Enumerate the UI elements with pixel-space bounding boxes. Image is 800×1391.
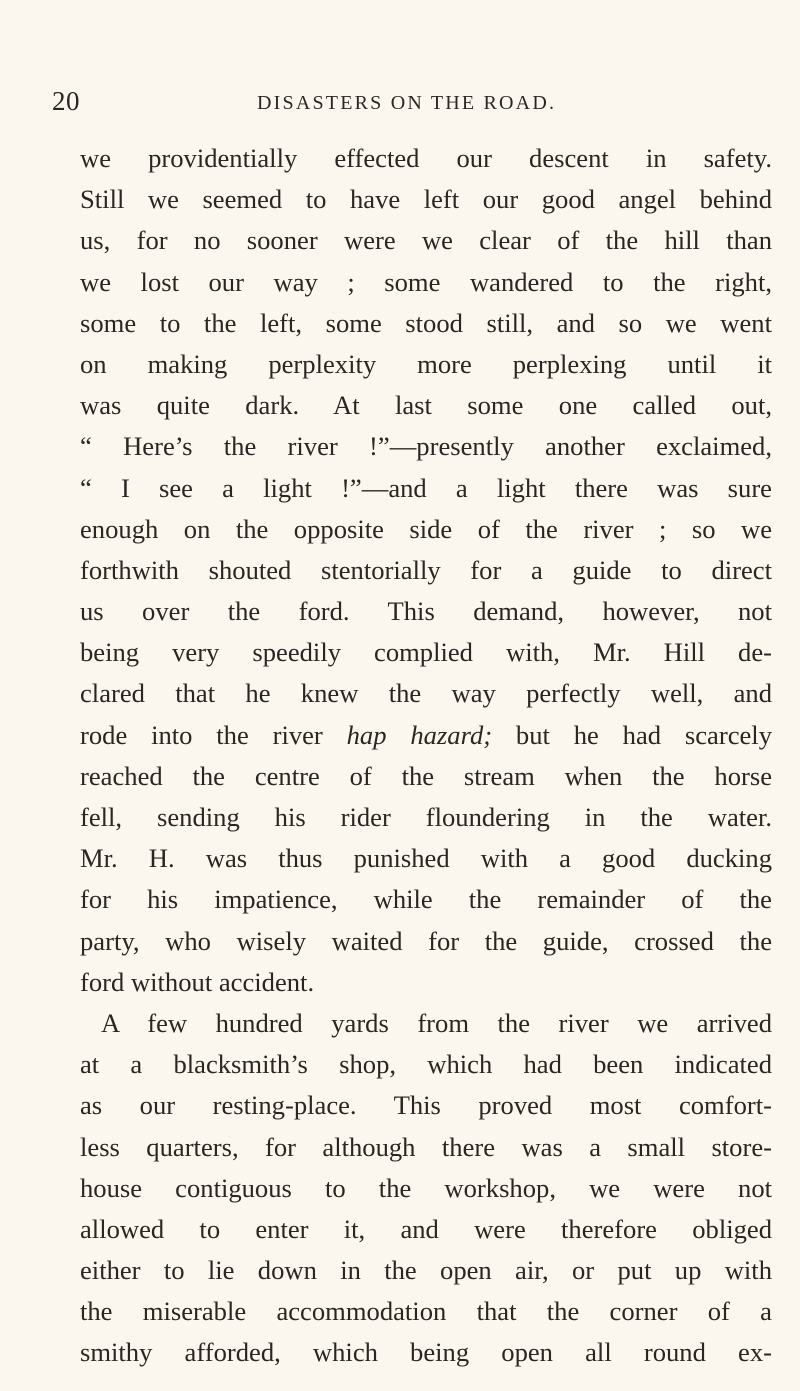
text-line: was quite dark. At last some one called out, — [80, 390, 772, 421]
text-line — [80, 715, 772, 756]
text-line: us, for no sooner were we clear of the hill than — [80, 225, 772, 256]
text-line: Mr. H. was thus punished with a good ducking — [80, 843, 772, 874]
text-line: some to the left, some stood still, and so we went — [80, 307, 772, 338]
text-line: reached the centre of the stream when the horse — [80, 760, 772, 791]
running-head: DISASTERS ON THE ROAD. — [257, 92, 557, 114]
body-text — [80, 138, 772, 1374]
text-segment: but he had scarcely — [492, 719, 772, 750]
text-line: A few hundred yards from the river we arrived — [101, 1007, 772, 1038]
text-line: party, who wisely waited for the guide, crossed the — [80, 925, 772, 956]
text-segment: rode into the river — [80, 719, 347, 750]
italic-phrase: hap hazard; — [346, 719, 493, 750]
text-line: ford without accident. — [80, 966, 315, 997]
text-line: at a blacksmith’s shop, which had been indicated — [80, 1049, 772, 1080]
text-line: being very speedily complied with, Mr. Hill de- — [80, 637, 772, 668]
text-line: less quarters, for although there was a small store- — [80, 1131, 772, 1162]
text-line: fell, sending his rider floundering in the water. — [80, 802, 772, 832]
page-number: 20 — [52, 86, 80, 116]
text-line: smithy afforded, which being open all round ex- — [80, 1337, 772, 1368]
text-line: allowed to enter it, and were therefore obliged — [80, 1213, 772, 1244]
text-line: we lost our way ; some wandered to the right, — [80, 266, 772, 297]
text-line: clared that he knew the way perfectly well, and — [80, 678, 772, 709]
text-line: we providentially effected our descent in safety. — [80, 143, 772, 173]
text-line: house contiguous to the workshop, we were not — [80, 1172, 772, 1203]
text-line: as our resting-place. This proved most comfort- — [80, 1090, 772, 1121]
text-line: “ Here’s the river !”—presently another exclaimed, — [80, 431, 772, 462]
text-line: us over the ford. This demand, however, not — [80, 596, 772, 627]
text-line: “ I see a light !”—and a light there was sure — [80, 472, 772, 503]
page-header — [0, 86, 800, 126]
text-line: Still we seemed to have left our good angel behind — [80, 184, 772, 215]
text-line: the miserable accommodation that the corner of a — [80, 1296, 772, 1327]
text-line: either to lie down in the open air, or put up with — [80, 1255, 772, 1286]
text-line: for his impatience, while the remainder of the — [80, 884, 772, 915]
text-line: forthwith shouted stentorially for a guide to direct — [80, 554, 772, 585]
text-line: enough on the opposite side of the river ; so we — [80, 513, 772, 544]
text-line: on making perplexity more perplexing until it — [80, 348, 772, 379]
